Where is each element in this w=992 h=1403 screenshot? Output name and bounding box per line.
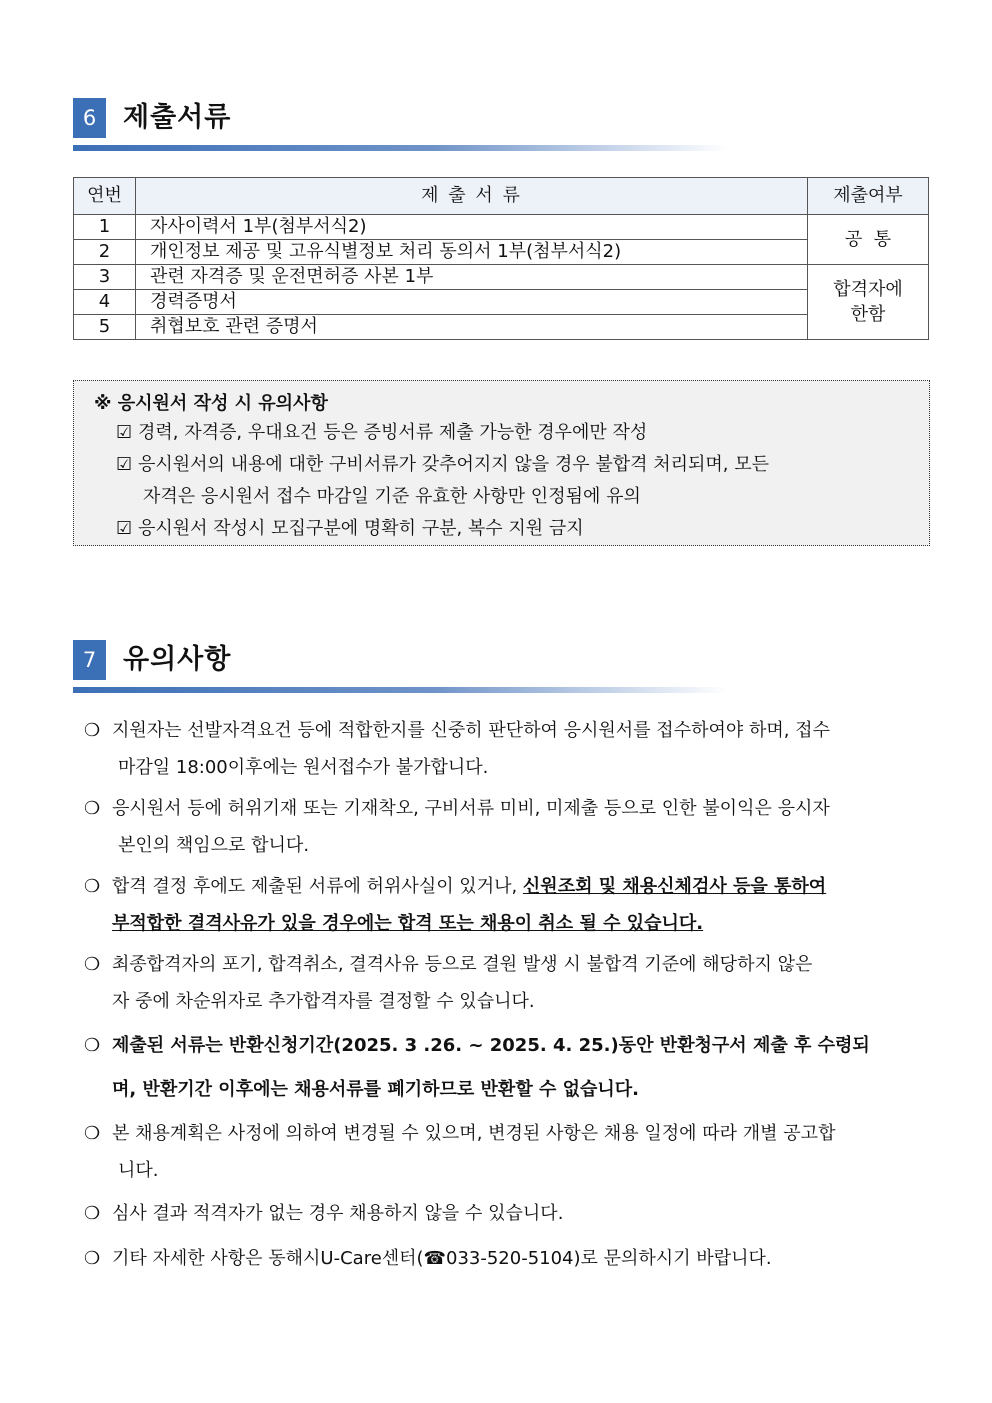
table-header-row [74,178,929,215]
item-line: 지원자는 선발자격요건 등에 적합한지를 신중히 판단하여 응시원서를 접수하여야 하며, 접수 [112,720,830,741]
notice-item [116,449,921,481]
section-underline [73,687,728,693]
circle-bullet-icon: ❍ [84,798,101,819]
checkbox-icon: ☑ [116,454,133,475]
row-doc: 자사이력서 1부(첨부서식2) [135,215,807,240]
item-line: 본 채용계획은 사정에 의하여 변경될 수 있으며, 변경된 사항은 채용 일정에 따라 개별 공고합 [112,1123,836,1144]
item-line: 제출된 서류는 반환신청기간(2025. 3 .26. ~ 2025. 4. 25.)동안 반환청구서 제출 후 수령되 [112,1035,870,1056]
table-row [74,265,929,290]
notice-item [116,513,921,545]
table-row [74,290,929,315]
item-line: 기타 자세한 사항은 동해시U-Care센터(☎033-520-5104)로 문의하시기 바랍니다. [112,1248,772,1269]
header-docs: 제 출 서 류 [135,178,807,215]
row-doc: 개인정보 제공 및 고유식별정보 처리 동의서 1부(첨부서식2) [135,240,807,265]
application-notice-box [73,380,930,546]
row-doc: 취협보호 관련 증명서 [135,315,807,340]
notice-item-continued: 자격은 응시원서 접수 마감일 기준 유효한 사항만 인정됨에 유의 [143,486,641,507]
section-number: 6 [73,98,106,138]
row-doc: 관련 자격증 및 운전면허증 사본 1부 [135,265,807,290]
status-common: 공 통 [808,215,929,265]
status-passed [808,265,929,340]
section-title: 유의사항 [123,644,232,675]
header-status: 제출여부 [808,178,929,215]
circle-bullet-icon: ❍ [84,954,101,975]
circle-bullet-icon: ❍ [84,720,101,741]
row-no: 1 [74,215,136,240]
header-no: 연번 [74,178,136,215]
item-line: 응시원서 등에 허위기재 또는 기재착오, 구비서류 미비, 미제출 등으로 인한 불이익은 응시자 [112,798,830,819]
circle-bullet-icon: ❍ [84,1035,101,1056]
circle-bullet-icon: ❍ [84,876,101,897]
table-row [74,315,929,340]
section-underline [73,145,728,151]
circle-bullet-icon: ❍ [84,1248,101,1269]
row-no: 5 [74,315,136,340]
table-row [74,215,929,240]
circle-bullet-icon: ❍ [84,1123,101,1144]
item-line [112,868,924,905]
notice-heading: ※ 응시원서 작성 시 유의사항 [94,393,328,414]
emphasis-line: 부적합한 결격사유가 있을 경우에는 합격 또는 채용이 취소 될 수 있습니다. [112,913,704,934]
item-line: 본인의 책임으로 합니다. [118,835,310,856]
item-line: 마감일 18:00이후에는 원서접수가 불가합니다. [118,757,489,778]
item-text: 합격 결정 후에도 제출된 서류에 허위사실이 있거나, [112,876,523,897]
status-passed-line1: 합격자에 [833,279,903,300]
notice-item [116,417,921,449]
status-passed-line2: 한함 [850,304,886,325]
notice-text: 응시원서 작성시 모집구분에 명확히 구분, 복수 지원 금지 [138,518,584,539]
row-no: 3 [74,265,136,290]
checkbox-icon: ☑ [116,422,133,443]
section-number: 7 [73,640,106,680]
row-no: 4 [74,290,136,315]
row-no: 2 [74,240,136,265]
circle-bullet-icon: ❍ [84,1203,101,1224]
item-line: 며, 반환기간 이후에는 채용서류를 폐기하므로 반환할 수 없습니다. [112,1079,640,1100]
item-line: 니다. [118,1160,159,1181]
notice-text: 경력, 자격증, 우대요건 등은 증빙서류 제출 가능한 경우에만 작성 [138,422,648,443]
item-line: 심사 결과 적격자가 없는 경우 채용하지 않을 수 있습니다. [112,1203,564,1224]
row-doc: 경력증명서 [135,290,807,315]
item-line: 최종합격자의 포기, 합격취소, 결격사유 등으로 결원 발생 시 불합격 기준에 해당하지 않은 [112,954,813,975]
notice-text: 응시원서의 내용에 대한 구비서류가 갖추어지지 않을 경우 불합격 처리되며, 모든 [138,454,770,475]
item-line: 자 중에 차순위자로 추가합격자를 결정할 수 있습니다. [112,991,535,1012]
documents-table [73,177,929,340]
checkbox-icon: ☑ [116,518,133,539]
table-row [74,240,929,265]
emphasis-text: 신원조회 및 채용신체검사 등을 통하여 [522,876,827,897]
section-title: 제출서류 [123,102,232,133]
